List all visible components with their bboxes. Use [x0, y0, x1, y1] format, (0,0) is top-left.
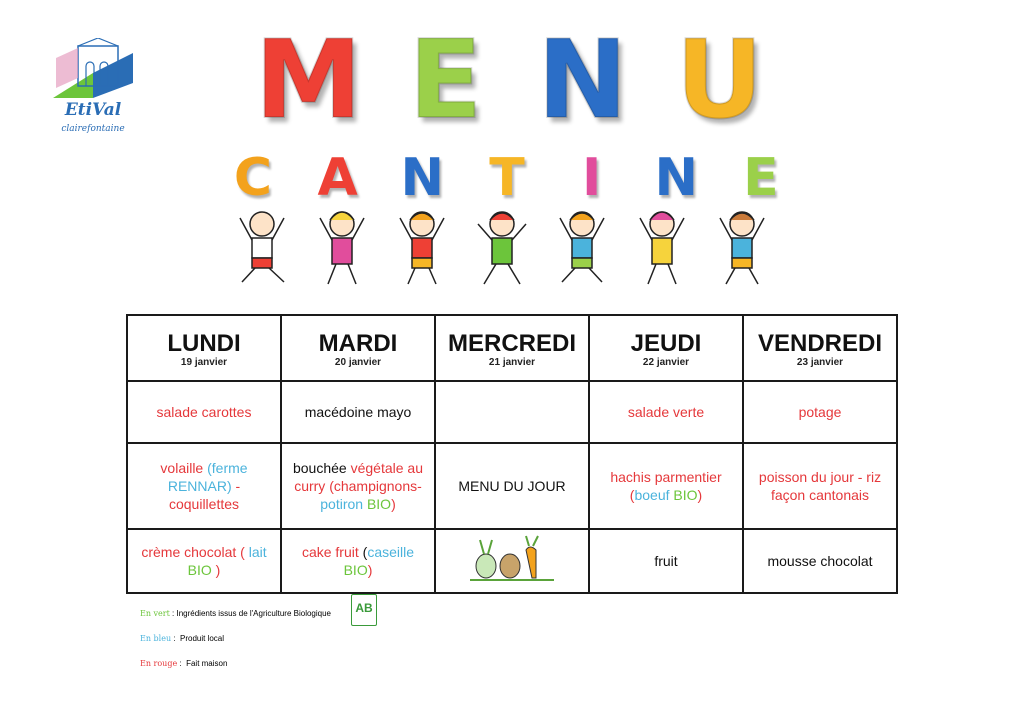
dish-text: salade carottes: [156, 404, 252, 420]
dish-text: volaille: [160, 460, 204, 476]
menu-cell: [743, 381, 897, 443]
menu-title: [244, 18, 784, 143]
cantine-letter: N: [654, 148, 699, 208]
logo-subtitle: clairefontaine: [61, 124, 125, 134]
menu-letter: E: [408, 18, 483, 143]
child-figure: [560, 212, 604, 282]
legend-text: Produit local: [180, 634, 225, 643]
child-figure: [320, 212, 364, 284]
menu-cell: [743, 443, 897, 529]
castle-icon: [48, 38, 138, 108]
dish-text: poisson du jour - riz façon cantonais: [758, 469, 882, 503]
dish-text: BIO: [673, 487, 698, 503]
dish-text: ): [391, 496, 396, 512]
day-name: LUNDI: [167, 330, 241, 357]
dish-text: ): [215, 562, 221, 578]
child-figure: [720, 212, 764, 284]
dish-text: bouchée: [292, 460, 347, 476]
dish-text: macédoine mayo: [304, 404, 412, 420]
day-header: [435, 315, 589, 381]
logo-title: EtiVal: [64, 100, 122, 120]
day-date: 19 janvier: [180, 357, 228, 368]
dish-text: hachis parmentier: [610, 469, 722, 485]
dish-text: ): [367, 562, 373, 578]
cantine-letter: A: [317, 148, 358, 208]
cantine-letter: N: [400, 148, 445, 208]
dish-text: lait: [248, 544, 267, 560]
dish-text: crème chocolat (: [141, 544, 245, 560]
cantine-letter: T: [489, 148, 525, 208]
vegetables-icon: [466, 534, 558, 584]
organic-ab-logo: [351, 594, 377, 626]
table-header-row: [127, 315, 897, 381]
menu-cell: [589, 443, 743, 529]
dish-text: caseille: [367, 544, 415, 560]
child-figure: [640, 212, 684, 284]
menu-cell: [127, 381, 281, 443]
child-figure: [478, 212, 526, 284]
menu-letter: U: [675, 18, 764, 143]
menu-letter: N: [537, 18, 628, 143]
menu-cell: [127, 529, 281, 593]
dish-text: boeuf: [634, 487, 670, 503]
menu-cell: [589, 381, 743, 443]
dish-text: mousse chocolat: [767, 553, 873, 569]
menu-cell: [281, 443, 435, 529]
day-name: VENDREDI: [757, 330, 883, 357]
legend-item: En rouge : Fait maison: [140, 659, 228, 668]
menu-letter: M: [254, 18, 363, 143]
dish-text: ): [697, 487, 703, 503]
day-name: MARDI: [318, 330, 398, 357]
dish-text: BIO: [366, 496, 392, 512]
legend-label: En vert: [140, 609, 170, 618]
table-row: [127, 529, 897, 593]
day-header: [281, 315, 435, 381]
day-date: 20 janvier: [334, 357, 382, 368]
cantine-letter: C: [233, 148, 273, 208]
cantine-title: [222, 148, 792, 208]
menu-cell: [127, 443, 281, 529]
child-figure: [400, 212, 444, 284]
legend-item: En vert : Ingrédients issus de l'Agriculture Biologique: [140, 609, 332, 618]
dish-text: - coquillettes: [168, 478, 241, 512]
legend-label: En bleu: [140, 634, 172, 643]
dish-text: salade verte: [627, 404, 705, 420]
dish-text: fruit: [654, 553, 678, 569]
day-date: 22 janvier: [642, 357, 690, 368]
legend-item: En bleu : Produit local: [140, 634, 225, 643]
menu-cell: [435, 443, 589, 529]
day-name: MERCREDI: [447, 330, 576, 357]
day-header: [743, 315, 897, 381]
day-header: [589, 315, 743, 381]
dish-text: (ferme RENNAR): [167, 460, 248, 494]
menu-cell: [589, 529, 743, 593]
dish-text: BIO: [343, 562, 368, 578]
day-date: 21 janvier: [488, 357, 536, 368]
legend-text: Ingrédients issus de l'Agriculture Biologique: [176, 609, 332, 618]
day-header: [127, 315, 281, 381]
dish-text: (: [362, 544, 368, 560]
legend-text: Fait maison: [186, 659, 228, 668]
table-row: [127, 443, 897, 529]
children-illustration: [222, 200, 802, 292]
day-date: 23 janvier: [796, 357, 844, 368]
ab-logo-text: AB: [355, 601, 373, 615]
menu-table: [126, 314, 898, 594]
dish-text: (: [629, 487, 635, 503]
table-row: [127, 381, 897, 443]
dish-text: potiron: [320, 496, 364, 512]
day-name: JEUDI: [630, 330, 702, 357]
menu-cell: [743, 529, 897, 593]
legend-label: En rouge: [140, 659, 178, 668]
menu-cell: [281, 529, 435, 593]
menu-cell: [435, 381, 589, 443]
cantine-letter: E: [743, 148, 779, 208]
dish-text: MENU DU JOUR: [458, 478, 566, 494]
menu-cell: [281, 381, 435, 443]
dish-text: cake fruit: [301, 544, 359, 560]
child-figure: [240, 212, 284, 282]
dish-text: végétale au curry (champignons-: [294, 460, 423, 494]
etival-logo: [48, 38, 138, 148]
cantine-letter: I: [581, 148, 602, 208]
menu-cell: [435, 529, 589, 593]
dish-text: BIO: [187, 562, 212, 578]
dish-text: potage: [798, 404, 842, 420]
